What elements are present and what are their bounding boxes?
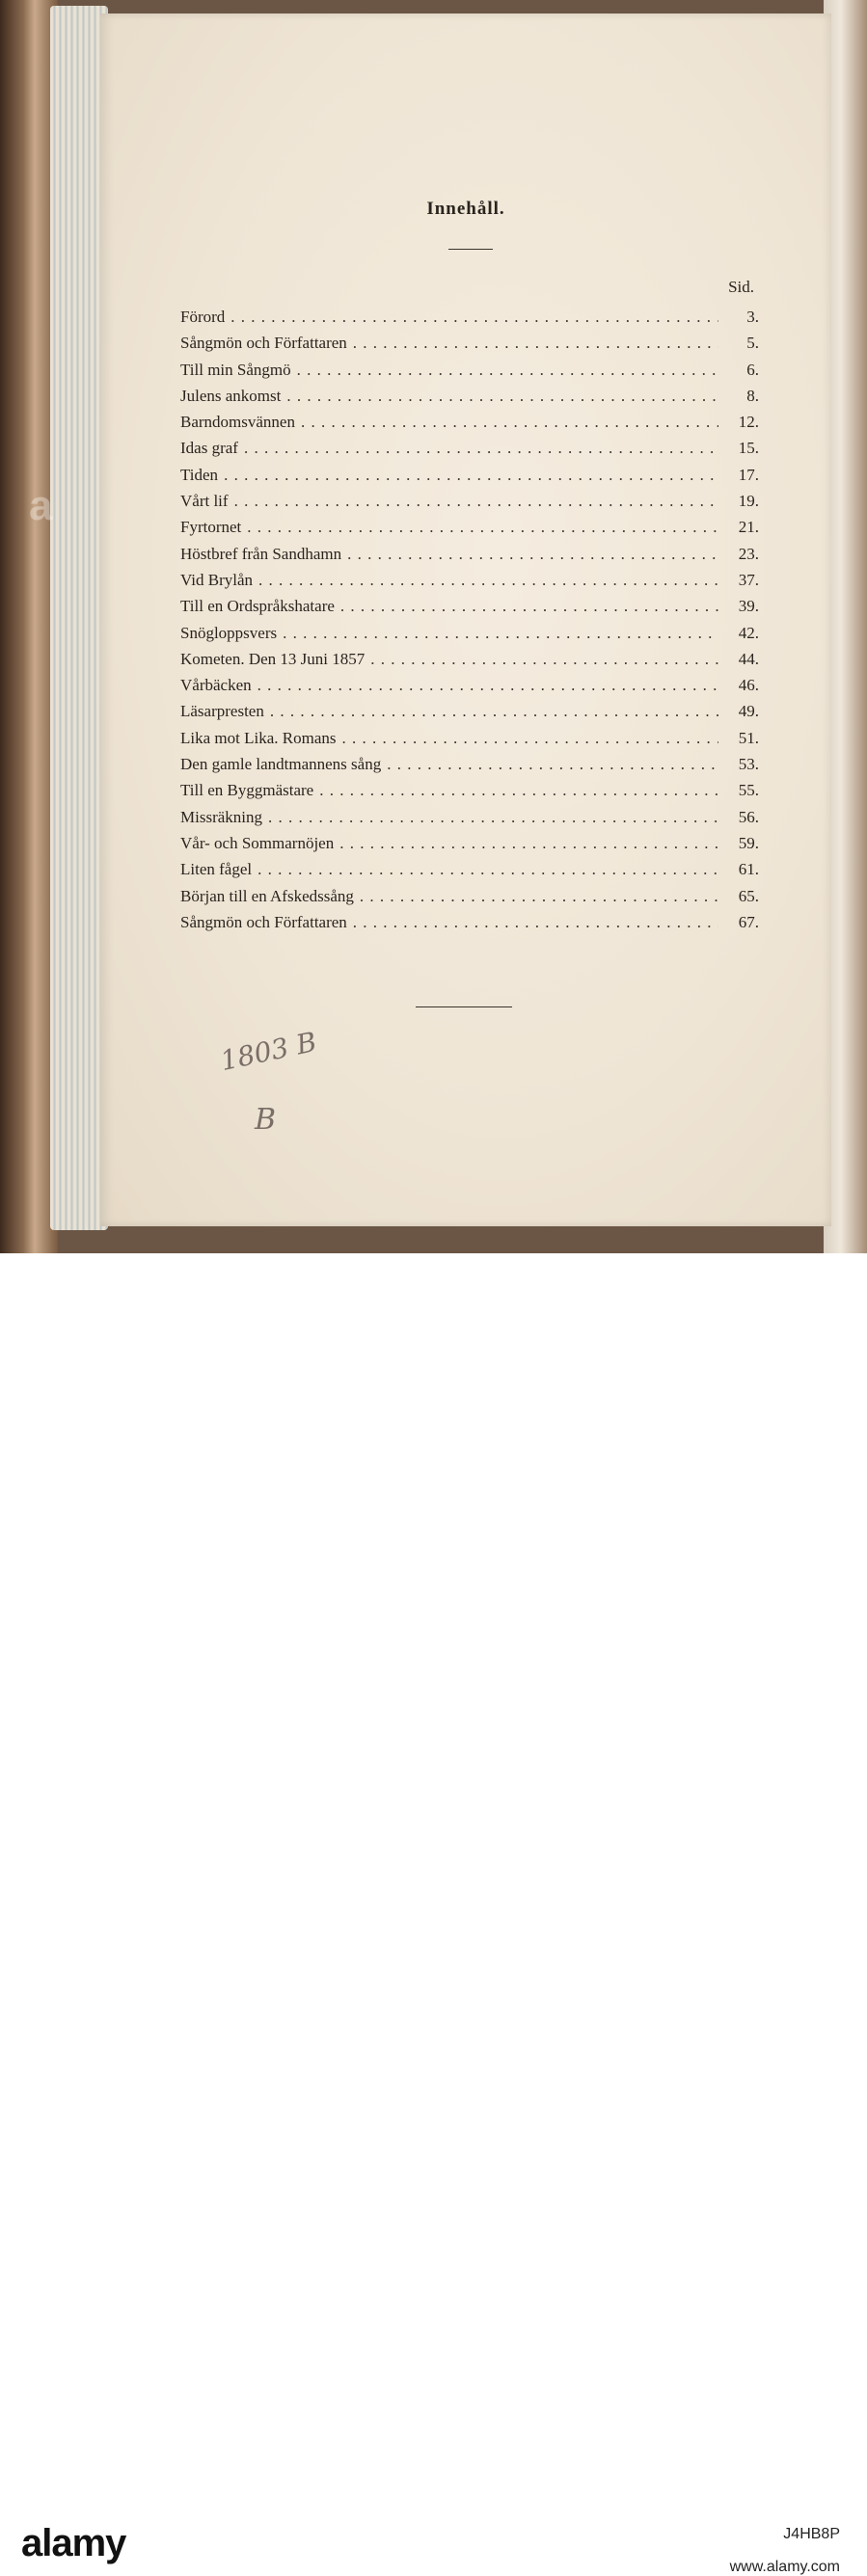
toc-entry (180, 834, 759, 860)
toc-leader-dots (252, 676, 718, 695)
page-column-label: Sid. (728, 278, 754, 296)
toc-entry-page: 12. (738, 413, 759, 432)
toc-leader-dots (347, 913, 718, 932)
toc-entry-page: 44. (738, 649, 759, 668)
toc-entry-title: Tiden (180, 465, 219, 484)
handwritten-note-mark: B (255, 1103, 277, 1137)
toc-entry-title: Vår- och Sommarnöjen (180, 833, 335, 852)
toc-entry-page: 42. (738, 623, 759, 642)
toc-leader-dots (365, 650, 718, 669)
stock-footer (0, 1253, 867, 2575)
toc-entry-title: Läsarpresten (180, 702, 264, 721)
handwritten-note: 1803 B (217, 1025, 320, 1078)
toc-entry-page: 21. (738, 518, 759, 537)
toc-leader-dots (229, 492, 718, 511)
toc-leader-dots (295, 413, 718, 432)
toc-entry-page: 15. (738, 439, 759, 458)
toc-entry-title: Lika mot Lika. Romans (180, 728, 337, 747)
toc-leader-dots (281, 387, 718, 406)
toc-entry-page: 37. (738, 570, 759, 589)
toc-entry-title: Barndomsvännen (180, 413, 295, 432)
image-id: J4HB8P (783, 2526, 840, 2542)
toc-leader-dots (253, 571, 718, 590)
toc-entry-page: 3. (746, 308, 759, 326)
toc-entry-page: 5. (746, 334, 759, 353)
toc-entry (180, 729, 759, 755)
toc-entry (180, 913, 759, 939)
toc-entry (180, 808, 759, 834)
page-edges (50, 6, 108, 1230)
toc-entry-title: Liten fågel (180, 860, 253, 879)
closing-rule (416, 1006, 512, 1007)
toc-entry (180, 518, 759, 544)
toc-entry-title: Missräkning (180, 807, 262, 826)
toc-entry-page: 61. (738, 860, 759, 879)
toc-entry-page: 65. (738, 886, 759, 905)
toc-entry (180, 597, 759, 623)
site-url: www.alamy.com (729, 2559, 840, 2575)
toc-entry-title: Början till en Afskedssång (180, 886, 354, 905)
toc-entry-page: 8. (746, 386, 759, 405)
toc-leader-dots (252, 860, 718, 879)
book-cover-left (0, 0, 58, 1253)
toc-entry-title: Vårbäcken (180, 676, 252, 695)
toc-entry (180, 492, 759, 518)
toc-entry-title: Fyrtornet (180, 518, 242, 537)
toc-entry-title: Snögloppsvers (180, 623, 278, 642)
toc-entry-page: 56. (738, 807, 759, 826)
toc-leader-dots (277, 624, 718, 643)
toc-entry (180, 887, 759, 913)
toc-entry-page: 46. (738, 676, 759, 695)
toc-entry-title: Höstbref från Sandhamn (180, 544, 342, 563)
toc-entry-title: Sångmön och Författaren (180, 334, 347, 353)
toc-entry-page: 53. (738, 755, 759, 774)
toc-entry (180, 676, 759, 702)
toc-leader-dots (341, 545, 718, 564)
book-photo (0, 0, 867, 1253)
toc-entry-page: 55. (738, 781, 759, 800)
toc-entry-title: Idas graf (180, 439, 238, 458)
toc-entry (180, 624, 759, 650)
watermark-mark: a (29, 482, 53, 529)
toc-entry (180, 755, 759, 781)
toc-entry (180, 308, 759, 334)
toc-leader-dots (264, 702, 718, 721)
toc-entry-page: 19. (738, 492, 759, 511)
toc-leader-dots (225, 308, 718, 327)
toc-entry (180, 860, 759, 886)
toc-entry-page: 51. (738, 728, 759, 747)
toc-leader-dots (238, 439, 718, 458)
toc-leader-dots (291, 361, 718, 380)
toc-leader-dots (262, 808, 718, 827)
toc-entry-page: 23. (738, 544, 759, 563)
book-page (100, 13, 831, 1226)
toc-leader-dots (334, 834, 718, 853)
toc-entry-title: Till en Byggmästare (180, 781, 314, 800)
toc-entry (180, 702, 759, 728)
title-rule (448, 249, 493, 250)
toc-entry (180, 466, 759, 492)
toc-leader-dots (218, 466, 718, 485)
toc-leader-dots (354, 887, 718, 906)
page-title: Innehåll. (426, 199, 505, 219)
toc-entry-title: Julens ankomst (180, 386, 282, 405)
toc-leader-dots (381, 755, 718, 774)
toc-entry-page: 39. (738, 597, 759, 616)
toc-entry (180, 781, 759, 807)
toc-entry (180, 361, 759, 387)
toc-entry (180, 334, 759, 360)
toc-entry-title: Till en Ordspråkshatare (180, 597, 335, 616)
toc-entry (180, 413, 759, 439)
toc-entry (180, 387, 759, 413)
toc-entry-title: Vid Brylån (180, 570, 253, 589)
toc-entry (180, 571, 759, 597)
toc-leader-dots (336, 729, 718, 748)
toc-entry-title: Kometen. Den 13 Juni 1857 (180, 649, 366, 668)
toc-entry (180, 650, 759, 676)
toc-leader-dots (241, 518, 718, 537)
toc-leader-dots (335, 597, 718, 616)
toc-entry (180, 439, 759, 465)
toc-entry (180, 545, 759, 571)
toc-entry-page: 67. (738, 912, 759, 931)
toc-entry-page: 49. (738, 702, 759, 721)
brand-logo: alamy (21, 2522, 126, 2564)
toc-leader-dots (313, 781, 718, 800)
toc-entry-title: Till min Sångmö (180, 360, 291, 379)
toc-entry-page: 59. (738, 833, 759, 852)
toc-entry-title: Den gamle landtmannens sång (180, 755, 382, 774)
table-of-contents (180, 308, 759, 939)
toc-entry-title: Sångmön och Författaren (180, 912, 347, 931)
toc-entry-page: 17. (738, 465, 759, 484)
toc-entry-title: Vårt lif (180, 492, 229, 511)
toc-entry-page: 6. (746, 360, 759, 379)
toc-entry-title: Förord (180, 308, 226, 326)
toc-leader-dots (347, 334, 718, 353)
